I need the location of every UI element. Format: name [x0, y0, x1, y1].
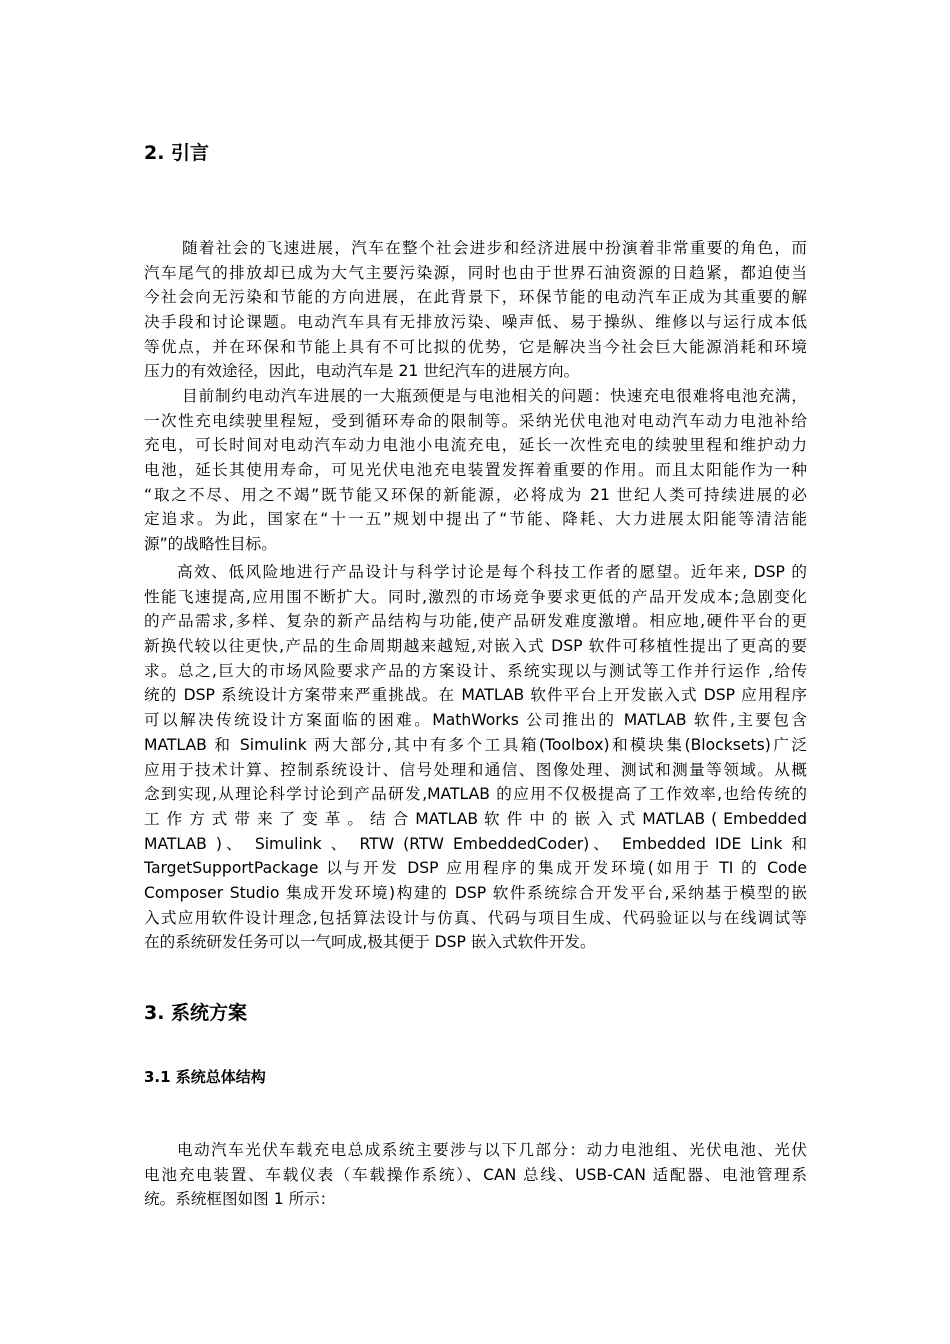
section-2-paragraph-3: [144, 560, 807, 955]
paragraph-line: 等优点，并在环保和节能上具有不可比拟的优势，它是解决当今社会巨大能源消耗和环境: [144, 337, 807, 356]
section-2-heading: 2. 引言: [144, 142, 210, 164]
paragraph-line: 的产品需求,多样、复杂的新产品结构与功能,使产品研发难度激增。相应地,硬件平台的更: [144, 612, 807, 631]
paragraph-line: 入式应用软件设计理念,包括算法设计与仿真、代码与项目生成、代码验证以与在线调试等: [144, 908, 807, 927]
paragraph-line: 电动汽车光伏车载充电总成系统主要涉与以下几部分：动力电池组、光伏电池、光伏: [177, 1141, 807, 1159]
paragraph-line: “取之不尽、用之不竭”既节能又环保的新能源，必将成为 21 世纪人类可持续进展的必: [144, 485, 807, 504]
paragraph-line: 高效、低风险地进行产品设计与科学讨论是每个科技工作者的愿望。近年来, DSP 的: [177, 563, 807, 581]
paragraph-line: 统的 DSP 系统设计方案带来严重挑战。在 MATLAB 软件平台上开发嵌入式 DSP 应用程序: [144, 686, 807, 705]
paragraph-line: 电池，延长其使用寿命，可见光伏电池充电装置发挥着重要的作用。而且太阳能作为一种: [144, 461, 807, 480]
section-3-paragraph-1: [144, 1138, 807, 1212]
paragraph-line: 源”的战略性目标。: [144, 535, 277, 554]
paragraph-line: 念到实现,从理论科学讨论到产品研发,MATLAB 的应用不仅极提高了工作效率,也给传统的: [144, 785, 807, 804]
paragraph-line: 决手段和讨论课题。电动汽车具有无排放污染、噪声低、易于操纵、维修以与运行成本低: [144, 313, 807, 332]
paragraph-line: 在的系统研发任务可以一气呵成,极其便于 DSP 嵌入式软件开发。: [144, 933, 596, 952]
paragraph-line: 压力的有效途径，因此，电动汽车是 21 世纪汽车的进展方向。: [144, 362, 580, 381]
paragraph-line: TargetSupportPackage 以与开发 DSP 应用程序的集成开发环境(如用于 TI 的 Code: [144, 859, 807, 878]
section-3-1-heading: 3.1 系统总体结构: [144, 1068, 266, 1086]
section-3-heading: 3. 系统方案: [144, 1002, 248, 1024]
paragraph-line: 目前制约电动汽车进展的一大瓶颈便是与电池相关的问题：快速充电很难将电池充满，: [182, 387, 807, 405]
paragraph-line: 求。总之,巨大的市场风险要求产品的方案设计、系统实现以与测试等工作并行运作 ,给传: [144, 661, 807, 680]
paragraph-line: 定追求。为此，国家在“十一五”规划中提出了“节能、降耗、大力进展太阳能等清洁能: [144, 510, 807, 529]
paragraph-line: 电池充电装置、车载仪表（车载操作系统）、CAN 总线、USB-CAN 适配器、电池管理系: [144, 1165, 807, 1184]
paragraph-line: 应用于技术计算、控制系统设计、信号处理和通信、图像处理、测试和测量等领域。从概: [144, 760, 807, 779]
paragraph-line: 今社会向无污染和节能的方向进展，在此背景下，环保节能的电动汽车正成为其重要的解: [144, 288, 807, 307]
paragraph-line: MATLAB )、 Simulink 、 RTW (RTW EmbeddedCoder)、 Embedded IDE Link 和: [144, 834, 807, 853]
paragraph-line: 新换代较以往更快,产品的生命周期越来越短,对嵌入式 DSP 软件可移植性提出了更高的要: [144, 637, 807, 656]
paragraph-line: 统。系统框图如图 1 所示：: [144, 1190, 336, 1209]
section-2-paragraph-1: [144, 236, 807, 384]
paragraph-line: 汽车尾气的排放却已成为大气主要污染源，同时也由于世界石油资源的日趋紧，都迫使当: [144, 263, 807, 282]
paragraph-line: Composer Studio 集成开发环境)构建的 DSP 软件系统综合开发平台,采纳基于模型的嵌: [144, 883, 807, 902]
paragraph-line: 充电，可长时间对电动汽车动力电池小电流充电，延长一次性充电的续驶里程和维护动力: [144, 436, 807, 455]
paragraph-line: 一次性充电续驶里程短，受到循环寿命的限制等。采纳光伏电池对电动汽车动力电池补给: [144, 411, 807, 430]
paragraph-line: 性能飞速提高,应用围不断扩大。同时,激烈的市场竞争要求更低的产品开发成本;急剧变化: [144, 587, 807, 606]
section-2-paragraph-2: [144, 384, 807, 557]
paragraph-line: MATLAB 和 Simulink 两大部分,其中有多个工具箱(Toolbox)和模块集(Blocksets)广泛: [144, 735, 807, 754]
paragraph-line: 随着社会的飞速进展，汽车在整个社会进步和经济进展中扮演着非常重要的角色，而: [182, 239, 807, 257]
paragraph-line: 可以解决传统设计方案面临的困难。MathWorks 公司推出的 MATLAB 软件,主要包含: [144, 711, 807, 730]
paragraph-line: 工 作 方 式 带 来 了 变 革 。 结 合 MATLAB 软 件 中 的 嵌 入 式 MATLAB ( Embedded: [144, 809, 807, 828]
